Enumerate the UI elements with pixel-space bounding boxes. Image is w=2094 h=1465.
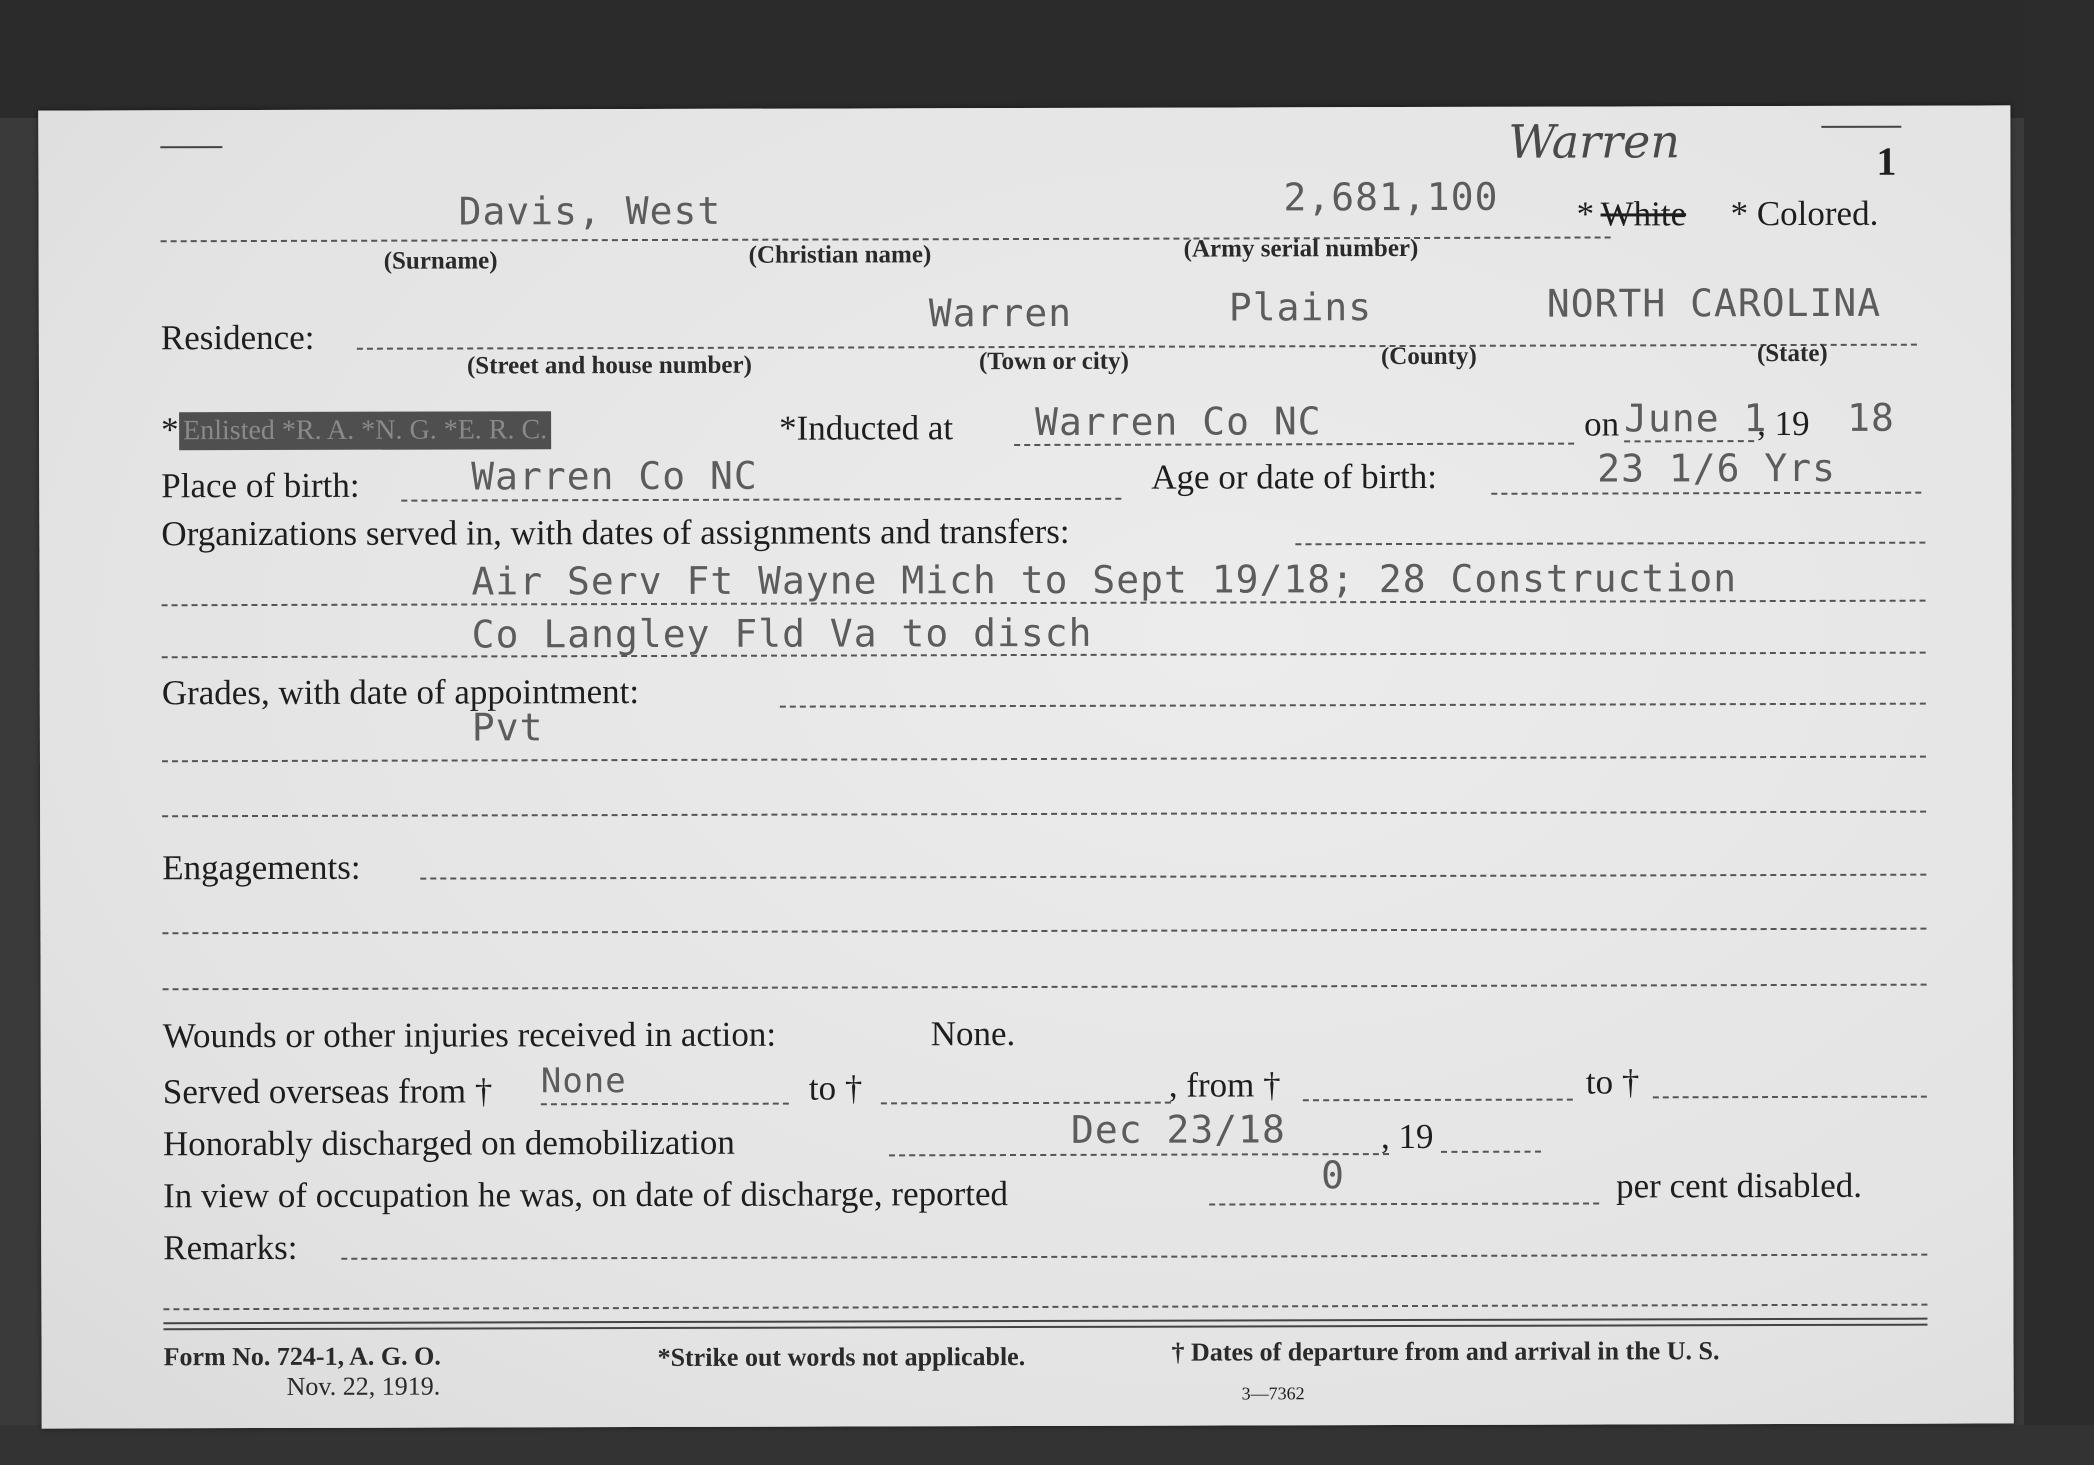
dagger-note: † Dates of departure from and arrival in the U. S. [1171,1336,1720,1367]
organizations-line-0 [1295,542,1925,546]
footer-rule-2 [163,1324,1927,1331]
discharge-year-prefix: , 19 [1380,1116,1434,1157]
induction-year-prefix: , 19 [1757,403,1810,444]
redacted-enlisted-options: Enlisted *R. A. *N. G. *E. R. C. [179,411,551,450]
age-label: Age or date of birth: [1151,456,1438,497]
footer-rule-1 [163,1318,1927,1325]
print-code: 3—7362 [1241,1383,1305,1404]
organizations-label: Organizations served in, with dates of assignments and transfers: [161,511,1070,554]
overseas-from-line [541,1103,789,1106]
engagements-line-1 [162,928,1926,935]
soldier-name: Davis, West [458,188,722,234]
discharge-line [889,1153,1389,1156]
overseas-from2-label: , from † [1168,1065,1281,1105]
disability-value: 0 [1321,1153,1346,1198]
disability-label: In view of occupation he was, on date of discharge, reported [163,1174,1009,1216]
form-date: Nov. 22, 1919. [286,1371,441,1401]
wounds-label: Wounds or other injuries received in action: [162,1014,777,1056]
residence-label: Residence: [160,317,315,358]
race-colored: * Colored. [1730,193,1879,234]
place-of-birth-label: Place of birth: [161,465,360,506]
scanner-background-top [0,0,2094,118]
inducted-at-label: *Inducted at [779,408,954,448]
race-white: White [1600,194,1687,234]
induction-year: 18 [1847,395,1895,440]
corner-mark-right [1821,126,1901,128]
residence-town: Warren [928,290,1073,336]
remarks-label: Remarks: [163,1227,298,1268]
discharge-year-line [1441,1151,1541,1153]
on-label: on [1584,404,1620,444]
overseas-to2-label: to † [1585,1062,1640,1102]
handwritten-county: Warren [1508,114,1680,169]
residence-line [357,344,1917,350]
town-label: (Town or city) [978,347,1129,376]
surname-label: (Surname) [383,247,498,275]
induction-asterisk: * [161,410,179,450]
disability-suffix: per cent disabled. [1616,1165,1863,1206]
corner-mark [160,146,222,148]
engagements-line-0 [420,874,1926,880]
scanner-background-right [2024,0,2094,1465]
scanner-background-bottom [0,1425,2094,1465]
race-asterisk: * [1576,194,1595,234]
grade-value: Pvt [471,705,544,750]
overseas-from2-line [1303,1099,1573,1102]
form-number: Form No. 724-1, A. G. O. [163,1341,441,1372]
discharge-label: Honorably discharged on demobilization [162,1122,735,1164]
remarks-line-0 [341,1254,1927,1260]
street-label: (Street and house number) [466,351,752,380]
overseas-to-label: to † [808,1068,863,1108]
engagements-line-2 [163,984,1927,991]
age-line [1491,492,1921,495]
organizations-line-2-text: Co Langley Fld Va to disch [471,610,1093,657]
residence-county: Plains [1228,285,1373,330]
grades-label: Grades, with date of appointment: [161,672,640,713]
card-number: 1 [1876,138,1897,184]
organizations-line-1-text: Air Serv Ft Wayne Mich to Sept 19/18; 28 Construction [471,556,1738,604]
wounds-value: None. [930,1014,1016,1054]
christian-name-label: (Christian name) [748,241,932,269]
discharge-date: Dec 23/18 [1070,1107,1286,1152]
residence-state: NORTH CAROLINA [1546,280,1882,326]
county-label: (County) [1380,342,1477,371]
overseas-to-line [881,1102,1171,1105]
disability-line [1209,1203,1599,1206]
served-overseas-label: Served overseas from † [162,1071,493,1112]
overseas-to2-line [1653,1096,1927,1099]
strike-out-note: *Strike out words not applicable. [657,1342,1026,1372]
engagements-label: Engagements: [162,847,361,888]
age-value: 23 1/6 Yrs [1597,445,1837,491]
grades-line-1 [162,756,1926,763]
induction-date: June 1 [1624,396,1768,441]
army-serial-number: 2,681,100 [1283,174,1499,220]
service-record-card [38,105,2013,1428]
state-label: (State) [1756,339,1828,368]
remarks-line-1 [163,1304,1927,1311]
grades-line-0 [780,703,1926,708]
grades-line-2 [162,811,1926,818]
place-of-birth: Warren Co NC [471,453,758,499]
serial-label: (Army serial number) [1183,234,1419,263]
inducted-at-place: Warren Co NC [1035,399,1322,444]
induction-date-line [1624,440,1754,442]
overseas-from-value: None [540,1061,627,1102]
